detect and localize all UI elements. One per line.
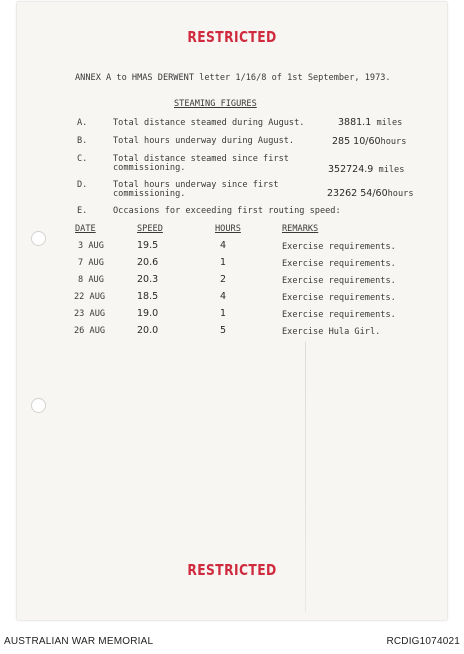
item-description: Total distance steamed during August. — [113, 118, 305, 128]
item-unit: miles — [378, 165, 405, 175]
cell-speed: 20.0 — [137, 325, 159, 336]
cell-speed: 20.6 — [137, 257, 159, 268]
cell-date: 8 AUG — [78, 275, 104, 285]
cell-speed: 19.5 — [137, 240, 159, 251]
item-letter: B. — [77, 136, 88, 146]
item-value-row — [338, 117, 402, 128]
annex-reference: ANNEX A to HMAS DERWENT letter 1/16/8 of 1st September, 1973. — [75, 73, 391, 83]
item-value: 3881.1 — [338, 117, 372, 128]
cell-remarks: Exercise requirements. — [282, 242, 396, 252]
cell-speed: 18.5 — [137, 291, 159, 302]
column-header-remarks: REMARKS — [282, 224, 319, 234]
column-header-hours: HOURS — [215, 224, 241, 234]
document-page — [17, 2, 447, 620]
cell-remarks: Exercise requirements. — [282, 310, 396, 320]
item-letter: E. — [77, 206, 88, 216]
restricted-stamp-header: RESTRICTED — [187, 28, 277, 46]
cell-hours: 5 — [220, 325, 227, 336]
item-description-line-2: commissioning. — [113, 163, 186, 173]
item-value-row — [327, 188, 414, 199]
item-value-row — [332, 136, 406, 147]
item-description-line-1: Total hours underway since first — [113, 180, 279, 190]
column-header-speed: SPEED — [137, 224, 163, 234]
item-description-line-1: Total distance steamed since first — [113, 154, 289, 164]
cell-speed: 20.3 — [137, 274, 159, 285]
cell-hours: 1 — [220, 257, 227, 268]
cell-date: 7 AUG — [78, 258, 104, 268]
item-description: Total hours underway during August. — [113, 136, 295, 146]
item-description-line-2: commissioning. — [113, 189, 186, 199]
cell-date: 23 AUG — [74, 309, 106, 319]
cell-hours: 1 — [220, 308, 227, 319]
restricted-stamp-footer: RESTRICTED — [187, 561, 277, 579]
cell-hours: 4 — [220, 240, 227, 251]
cell-speed: 19.0 — [137, 308, 159, 319]
cell-remarks: Exercise requirements. — [282, 293, 396, 303]
item-unit: hours — [380, 137, 407, 147]
item-unit: miles — [376, 118, 403, 128]
column-header-date: DATE — [75, 224, 96, 234]
cell-remarks: Exercise Hula Girl. — [282, 327, 381, 337]
item-letter: C. — [77, 154, 88, 164]
section-title: STEAMING FIGURES — [174, 99, 257, 109]
cell-remarks: Exercise requirements. — [282, 276, 396, 286]
cell-date: 22 AUG — [74, 292, 106, 302]
item-value: 352724.9 — [328, 164, 374, 175]
item-value-row — [328, 164, 404, 175]
punch-hole-top — [31, 231, 46, 246]
cell-remarks: Exercise requirements. — [282, 259, 396, 269]
item-value: 285 10/60 — [332, 136, 381, 147]
cell-hours: 4 — [220, 291, 227, 302]
archive-id: RCDIG1074021 — [386, 636, 460, 647]
item-value: 23262 54/60 — [327, 188, 388, 199]
punch-hole-bottom — [31, 398, 46, 413]
archive-credit: AUSTRALIAN WAR MEMORIAL — [4, 636, 154, 647]
cell-hours: 2 — [220, 274, 227, 285]
item-unit: hours — [387, 189, 414, 199]
item-letter: A. — [77, 118, 88, 128]
item-description: Occasions for exceeding first routing speed: — [113, 206, 341, 216]
item-letter: D. — [77, 180, 88, 190]
cell-date: 26 AUG — [74, 326, 106, 336]
cell-date: 3 AUG — [78, 241, 104, 251]
